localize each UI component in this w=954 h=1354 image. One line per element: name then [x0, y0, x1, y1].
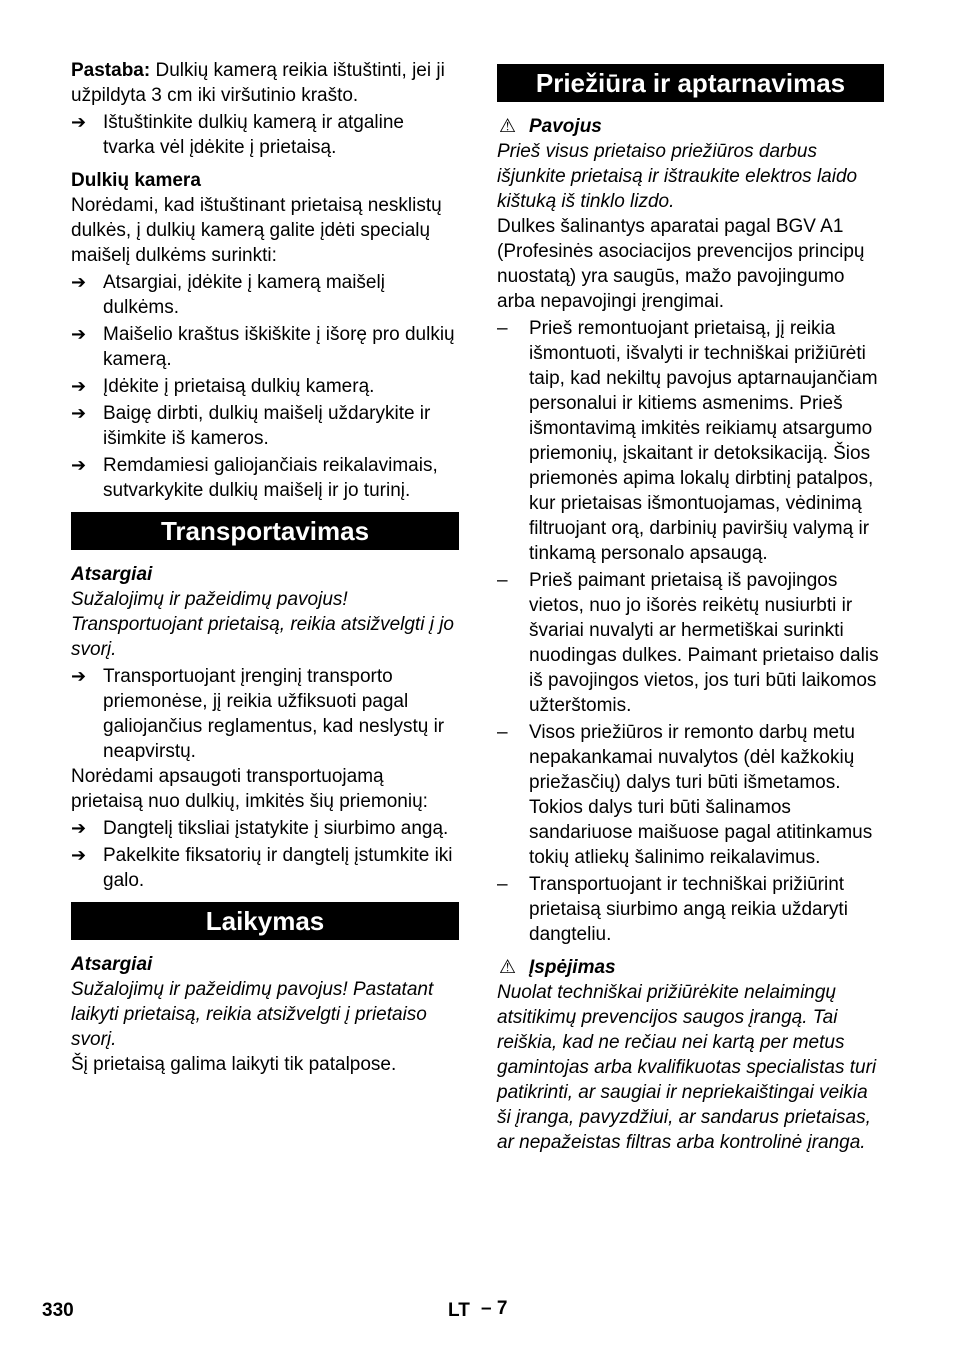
- arrow-right-icon: ➔: [71, 112, 87, 132]
- transport-step-text: Transportuojant įrenginį transporto priemonėse, jį reikia užfiksuoti pagal galiojančius reglamentus, kad neslystų ir neapvirstų.: [103, 666, 445, 762]
- dust-step-text: Remdamiesi galiojančiais reikalavimais, sutvarkykite dulkių maišelį ir jo turinį.: [103, 455, 438, 501]
- warning-triangle-icon: ⚠: [499, 116, 517, 137]
- danger-heading: [497, 114, 884, 139]
- dash-bullet: –: [497, 722, 508, 743]
- bgv-text: Dulkes šalinantys aparatai pagal BGV A1 (Profesinės asociacijos prevencijos principų nuostatą) yra saugūs, mažo pavojingumo arba nepavojingi įrengimai.: [497, 216, 865, 312]
- dust-step-text: Baigę dirbti, dulkių maišelį uždarykite ir išimkite iš kameros.: [103, 403, 431, 449]
- warning-label: Įspėjimas: [529, 957, 616, 978]
- dash-bullet: –: [497, 318, 508, 339]
- warning-text: Nuolat techniškai prižiūrėkite nelaimingų atsitikimų prevencijos saugos įrangą. Tai reiškia, kad ne rečiau nei kartą per metus gamintojas arba kvalifikuotas specialistas turi patikrinti, ar saugiai ir nepriekaištingai veikia ši įranga, pavyzdžiui, ar sandarus prietaisas, ar nepažeistas filtras arba kontrolinė įranga.: [497, 982, 877, 1153]
- language-code: LT: [448, 1300, 470, 1321]
- transport-dust-step-text: Pakelkite fiksatorių ir dangtelį įstumkite iki galo.: [103, 845, 453, 891]
- section-heading-maintenance: Priežiūra ir aptarnavimas: [497, 64, 884, 102]
- arrow-right-icon: ➔: [71, 845, 87, 865]
- arrow-right-icon: ➔: [71, 666, 87, 686]
- dust-step: [71, 374, 459, 399]
- dust-chamber-heading: Dulkių kamera: [71, 170, 201, 191]
- maintenance-item: [497, 316, 884, 566]
- left-column: [71, 58, 459, 1077]
- maintenance-item: [497, 568, 884, 718]
- transport-dust-step: [71, 843, 459, 893]
- arrow-right-icon: ➔: [71, 324, 87, 344]
- note-step: [71, 110, 459, 160]
- warning-triangle-icon: ⚠: [499, 957, 517, 978]
- arrow-right-icon: ➔: [71, 455, 87, 475]
- note-text: Dulkių kamerą reikia ištuštinti, jei ji užpildyta 3 cm iki viršutinio krašto.: [71, 60, 445, 106]
- dash-bullet: –: [497, 874, 508, 895]
- transport-dust-step-text: Dangtelį tiksliai įstatykite į siurbimo angą.: [103, 818, 449, 839]
- danger-text: Prieš visus prietaiso priežiūros darbus išjunkite prietaisą ir ištraukite elektros laido kištuką iš tinklo lizdo.: [497, 141, 858, 212]
- maintenance-item: [497, 720, 884, 870]
- dust-step-text: Įdėkite į prietaisą dulkių kamerą.: [103, 376, 375, 397]
- dust-step: [71, 322, 459, 372]
- transport-dust-step: [71, 816, 459, 841]
- transport-step: [71, 664, 459, 764]
- transport-caution-label: Atsargiai: [71, 564, 153, 585]
- arrow-right-icon: ➔: [71, 403, 87, 423]
- danger-label: Pavojus: [529, 116, 602, 137]
- maintenance-item: [497, 872, 884, 947]
- page-number: 330: [42, 1300, 74, 1321]
- maintenance-item-text: Visos priežiūros ir remonto darbų metu nepakankamai nuvalytos (dėl kažkokių priežasčių) dalys turi būti išmetamos. Tokios dalys turi būti šalinamos sandariuose maišuose pagal atitinkamus tokių atliekų šalinimo reikalavimus.: [529, 722, 873, 868]
- dust-step: [71, 270, 459, 320]
- storage-text: Šį prietaisą galima laikyti tik patalpose.: [71, 1054, 397, 1075]
- right-column: [497, 58, 884, 1155]
- arrow-right-icon: ➔: [71, 818, 87, 838]
- storage-caution-label: Atsargiai: [71, 954, 153, 975]
- transport-dust-intro: Norėdami apsaugoti transportuojamą prietaisą nuo dulkių, imkitės šių priemonių:: [71, 766, 428, 812]
- arrow-right-icon: ➔: [71, 376, 87, 396]
- note-step-text: Ištuštinkite dulkių kamerą ir atgaline tvarka vėl įdėkite į prietaisą.: [103, 112, 404, 158]
- dust-step-text: Maišelio kraštus iškiškite į išorę pro dulkių kamerą.: [103, 324, 455, 370]
- storage-caution-text: Sužalojimų ir pažeidimų pavojus! Pastatant laikyti prietaisą, reikia atsižvelgti į prietaiso svorį.: [71, 979, 434, 1050]
- arrow-right-icon: ➔: [71, 272, 87, 292]
- transport-caution-text: Sužalojimų ir pažeidimų pavojus! Transportuojant prietaisą, reikia atsižvelgti į jo svorį.: [71, 589, 454, 660]
- maintenance-item-text: Prieš paimant prietaisą iš pavojingos vietos, nuo jo išorės reikėtų nusiurbti ir švariai nuvalyti ar hermetiškai surinkti nuodingas dulkes. Paimant prietaiso dalis iš pavojingos vietos, jos turi būti laikomos užterštomis.: [529, 570, 879, 716]
- dust-chamber-intro: Norėdami, kad ištuštinant prietaisą nesklistų dulkės, į dulkių kamerą galite įdėti specialų maišelį dulkėms surinkti:: [71, 195, 442, 266]
- dust-step-text: Atsargiai, įdėkite į kamerą maišelį dulkėms.: [103, 272, 385, 318]
- section-heading-storage: Laikymas: [71, 902, 459, 940]
- note-paragraph: [71, 58, 459, 108]
- section-page-number: – 7: [481, 1298, 508, 1319]
- dust-step: [71, 453, 459, 503]
- dust-step: [71, 401, 459, 451]
- warning-heading: [497, 955, 884, 980]
- maintenance-item-text: Transportuojant ir techniškai prižiūrint prietaisą siurbimo angą reikia uždaryti dangteliu.: [529, 874, 848, 945]
- section-heading-transport: Transportavimas: [71, 512, 459, 550]
- dash-bullet: –: [497, 570, 508, 591]
- maintenance-item-text: Prieš remontuojant prietaisą, jį reikia išmontuoti, išvalyti ir techniškai prižiūrėti taip, kad nekiltų pavojus aptarnaujančiam personalui ir kitiems asmenims. Prieš išmontavimą imkitės reikiamų atsargumo priemonių, įskaitant ir detoksikaciją. Šios priemonės apima lokalų dirbtinį patalpos, kur prietaisas išmontuojamas, vėdinimą filtruojant orą, darbinių paviršių valymą ir tinkamą personalo apsaugą.: [529, 318, 878, 564]
- note-label: Pastaba:: [71, 60, 151, 81]
